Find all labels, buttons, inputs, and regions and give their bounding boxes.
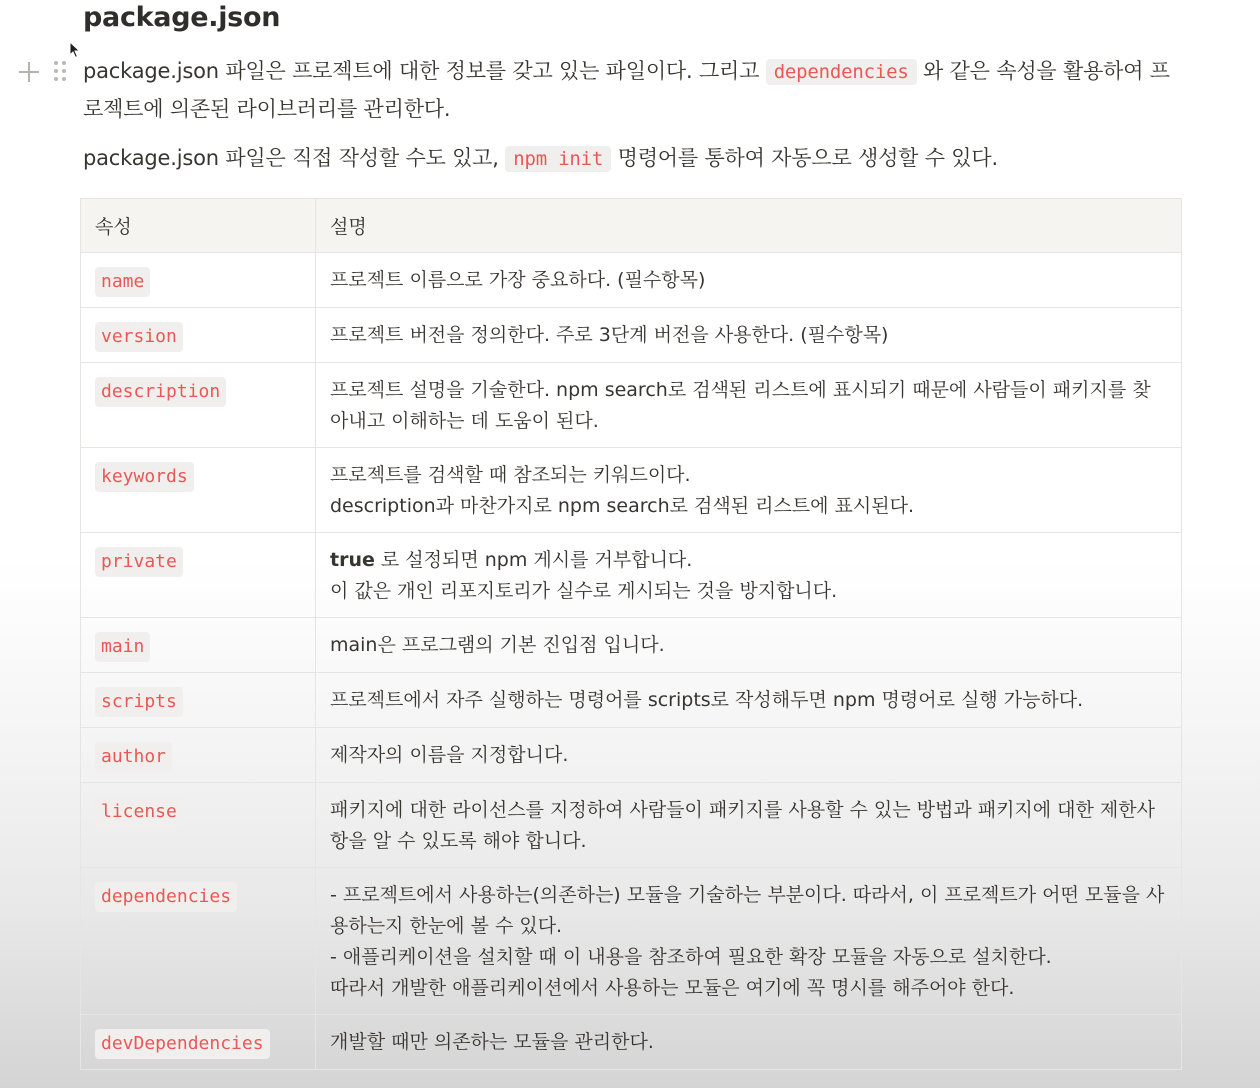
description-cell[interactable] [316, 533, 1182, 618]
inline-code-dependencies: dependencies [766, 59, 917, 85]
property-cell[interactable] [81, 1015, 316, 1070]
page-title: package.json [83, 2, 281, 33]
table-row[interactable] [81, 673, 1182, 728]
description-line: 프로젝트 이름으로 가장 중요하다. (필수항목) [330, 269, 706, 291]
property-key: scripts [95, 687, 183, 717]
description-cell[interactable] [316, 308, 1182, 363]
table-row[interactable] [81, 533, 1182, 618]
description-cell[interactable] [316, 253, 1182, 308]
table-row[interactable] [81, 308, 1182, 363]
property-cell[interactable] [81, 728, 316, 783]
description-cell[interactable] [316, 363, 1182, 448]
property-cell[interactable] [81, 618, 316, 673]
description-line: 개발할 때만 의존하는 모듈을 관리한다. [330, 1031, 654, 1053]
property-key: license [95, 797, 183, 827]
intro-text: 명령어를 통하여 자동으로 생성할 수 있다. [611, 146, 998, 170]
table-row[interactable] [81, 618, 1182, 673]
column-header-description: 설명 [316, 199, 1182, 253]
property-key: name [95, 267, 150, 297]
description-line: - 애플리케이션을 설치할 때 이 내용을 참조하여 필요한 확장 모듈을 자동으로 설치한다. [330, 946, 1052, 968]
table-row[interactable] [81, 448, 1182, 533]
properties-table [80, 198, 1182, 1070]
inline-code-npm-init: npm init [505, 146, 611, 172]
description-cell[interactable] [316, 1015, 1182, 1070]
property-cell[interactable] [81, 868, 316, 1015]
property-cell[interactable] [81, 308, 316, 363]
column-header-property: 속성 [81, 199, 316, 253]
intro-text: package.json 파일은 직접 작성할 수도 있고, [83, 146, 506, 170]
description-line [330, 545, 1167, 576]
property-cell[interactable] [81, 533, 316, 618]
description-line: 프로젝트를 검색할 때 참조되는 키워드이다. [330, 464, 691, 486]
table-header-row [81, 199, 1182, 253]
property-key: devDependencies [95, 1029, 270, 1059]
description-line: 이 값은 개인 리포지토리가 실수로 게시되는 것을 방지합니다. [330, 580, 838, 602]
description-line: 프로젝트에서 자주 실행하는 명령어를 scripts로 작성해두면 npm 명령어로 실행 가능하다. [330, 689, 1084, 711]
property-key: dependencies [95, 882, 237, 912]
property-key: version [95, 322, 183, 352]
property-key: keywords [95, 462, 194, 492]
description-line: 프로젝트 설명을 기술한다. npm search로 검색된 리스트에 표시되기 때문에 사람들이 패키지를 찾아내고 이해하는 데 도움이 된다. [330, 379, 1151, 432]
description-cell[interactable] [316, 728, 1182, 783]
property-cell[interactable] [81, 253, 316, 308]
description-line: 제작자의 이름을 지정합니다. [330, 744, 569, 766]
table-row[interactable] [81, 783, 1182, 868]
table-row[interactable] [81, 253, 1182, 308]
intro-text: package.json 파일은 프로젝트에 대한 정보를 갖고 있는 파일이다. 그리고 [83, 59, 766, 83]
description-cell[interactable] [316, 448, 1182, 533]
mouse-cursor-icon [69, 41, 81, 59]
intro-paragraph-2[interactable] [83, 140, 1183, 178]
property-cell[interactable] [81, 448, 316, 533]
bold-value: true [330, 549, 375, 571]
property-cell[interactable] [81, 783, 316, 868]
property-cell[interactable] [81, 363, 316, 448]
plus-icon[interactable] [18, 61, 40, 83]
description-cell[interactable] [316, 673, 1182, 728]
property-key: author [95, 742, 172, 772]
description-line: 프로젝트 버전을 정의한다. 주로 3단계 버전을 사용한다. (필수항목) [330, 324, 889, 346]
description-line: 따라서 개발한 애플리케이션에서 사용하는 모듈은 여기에 꼭 명시를 해주어야 한다. [330, 977, 1015, 999]
table-row[interactable] [81, 728, 1182, 783]
property-key: private [95, 547, 183, 577]
description-line: main은 프로그램의 기본 진입점 입니다. [330, 634, 665, 656]
intro-text: 와 같은 속성을 활용하여 프로젝트에 의존된 라이브러리를 관리한다. [83, 59, 1170, 121]
property-key: description [95, 377, 226, 407]
table-row[interactable] [81, 868, 1182, 1015]
description-cell[interactable] [316, 868, 1182, 1015]
table-row[interactable] [81, 1015, 1182, 1070]
intro-paragraph-1[interactable] [83, 53, 1183, 128]
description-line: description과 마찬가지로 npm search로 검색된 리스트에 표시된다. [330, 495, 915, 517]
property-cell[interactable] [81, 673, 316, 728]
description-line: 패키지에 대한 라이선스를 지정하여 사람들이 패키지를 사용할 수 있는 방법과 패키지에 대한 제한사항을 알 수 있도록 해야 합니다. [330, 799, 1155, 852]
description-cell[interactable] [316, 783, 1182, 868]
property-key: main [95, 632, 150, 662]
block-controls [18, 60, 66, 83]
table-row[interactable] [81, 363, 1182, 448]
drag-handle-icon[interactable] [54, 60, 66, 83]
description-line: - 프로젝트에서 사용하는(의존하는) 모듈을 기술하는 부분이다. 따라서, 이 프로젝트가 어떤 모듈을 사용하는지 한눈에 볼 수 있다. [330, 884, 1165, 937]
description-text: 로 설정되면 npm 게시를 거부합니다. [374, 549, 693, 571]
description-cell[interactable] [316, 618, 1182, 673]
